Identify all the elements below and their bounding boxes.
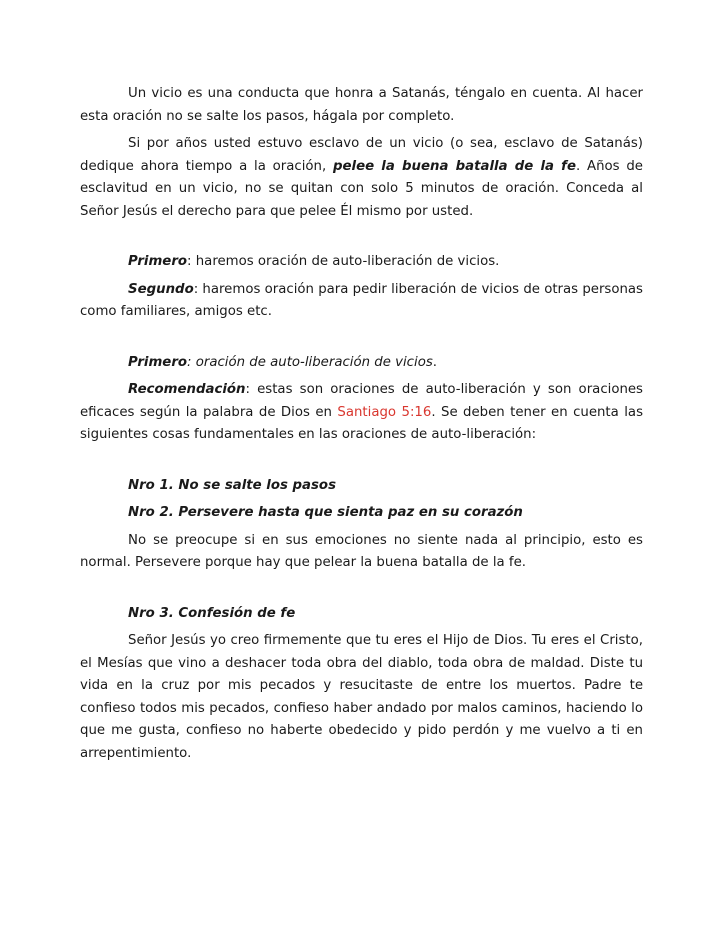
step-second-label: Segundo [128, 281, 194, 297]
document-body [80, 83, 643, 765]
paragraph-persevere: No se preocupe si en sus emociones no siente nada al principio, esto es normal. Persevere porque hay que pelear la buena batalla de la fe. [80, 532, 643, 570]
recommendation-label: Recomendación [128, 382, 246, 397]
step-second [80, 279, 643, 324]
recommendation-text: : estas son oraciones de auto-liberación y son oraciones eficaces según la palabra de Dios en [80, 382, 643, 420]
step-second-text: : haremos oración para pedir liberación de vicios de otras personas como familiares, amigos etc. [80, 281, 643, 319]
paragraph-confession: Señor Jesús yo creo firmemente que tu eres el Hijo de Dios. Tu eres el Cristo, el Mesías que vino a deshacer toda obra del diablo, toda obra de maldad. Diste tu vida en la cruz por mis pecados y resucitaste de entre los muertos. Padre te confieso todos mis pecados, confieso haber andado por malos caminos, haciendo lo que me gusta, confieso no haberte obedecido y pido perdón y me vuelvo a ti en arrepentimiento. [80, 633, 643, 761]
recommendation-paragraph [80, 379, 643, 447]
step-first-text: : haremos oración de auto-liberación de vicios. [187, 254, 500, 269]
section-first-label: Primero [128, 354, 188, 370]
point-3-heading [80, 603, 643, 626]
section-first-period: . [432, 354, 437, 370]
paragraph-slavery-text-end: . Años de esclavitud en un vicio, no se quitan con solo 5 minutos de oración. Conceda al Señor Jesús el derecho para que pelee Él mismo por usted. [80, 158, 643, 219]
point-3-title: Nro 3. Confesión de fe [128, 605, 296, 621]
paragraph-slavery [80, 133, 643, 223]
paragraph-slavery-text: Si por años usted estuvo esclavo de un vicio (o sea, esclavo de Satanás) dedique ahora tiempo a la oración, [80, 136, 643, 174]
section-first-heading [80, 352, 643, 375]
point-2-title: Nro 2. Persevere hasta que sienta paz en su corazón [128, 505, 523, 520]
point-1-title: Nro 1. No se salte los pasos [128, 477, 336, 493]
paragraph-intro: Un vicio es una conducta que honra a Satanás, téngalo en cuenta. Al hacer esta oración no se salte los pasos, hágala por completo. [80, 86, 643, 124]
recommendation-text-end: . Se deben tener en cuenta las siguientes cosas fundamentales en las oraciones de auto-liberación: [80, 404, 643, 442]
step-first-label: Primero [128, 254, 188, 269]
emphasis-good-fight: pelee la buena batalla de la fe [332, 158, 576, 174]
point-2-heading [80, 502, 643, 525]
step-first [80, 251, 643, 274]
section-first-title: : oración de auto-liberación de vicios [187, 354, 433, 370]
scripture-reference: Santiago 5:16 [337, 404, 432, 420]
point-1-heading [80, 475, 643, 498]
